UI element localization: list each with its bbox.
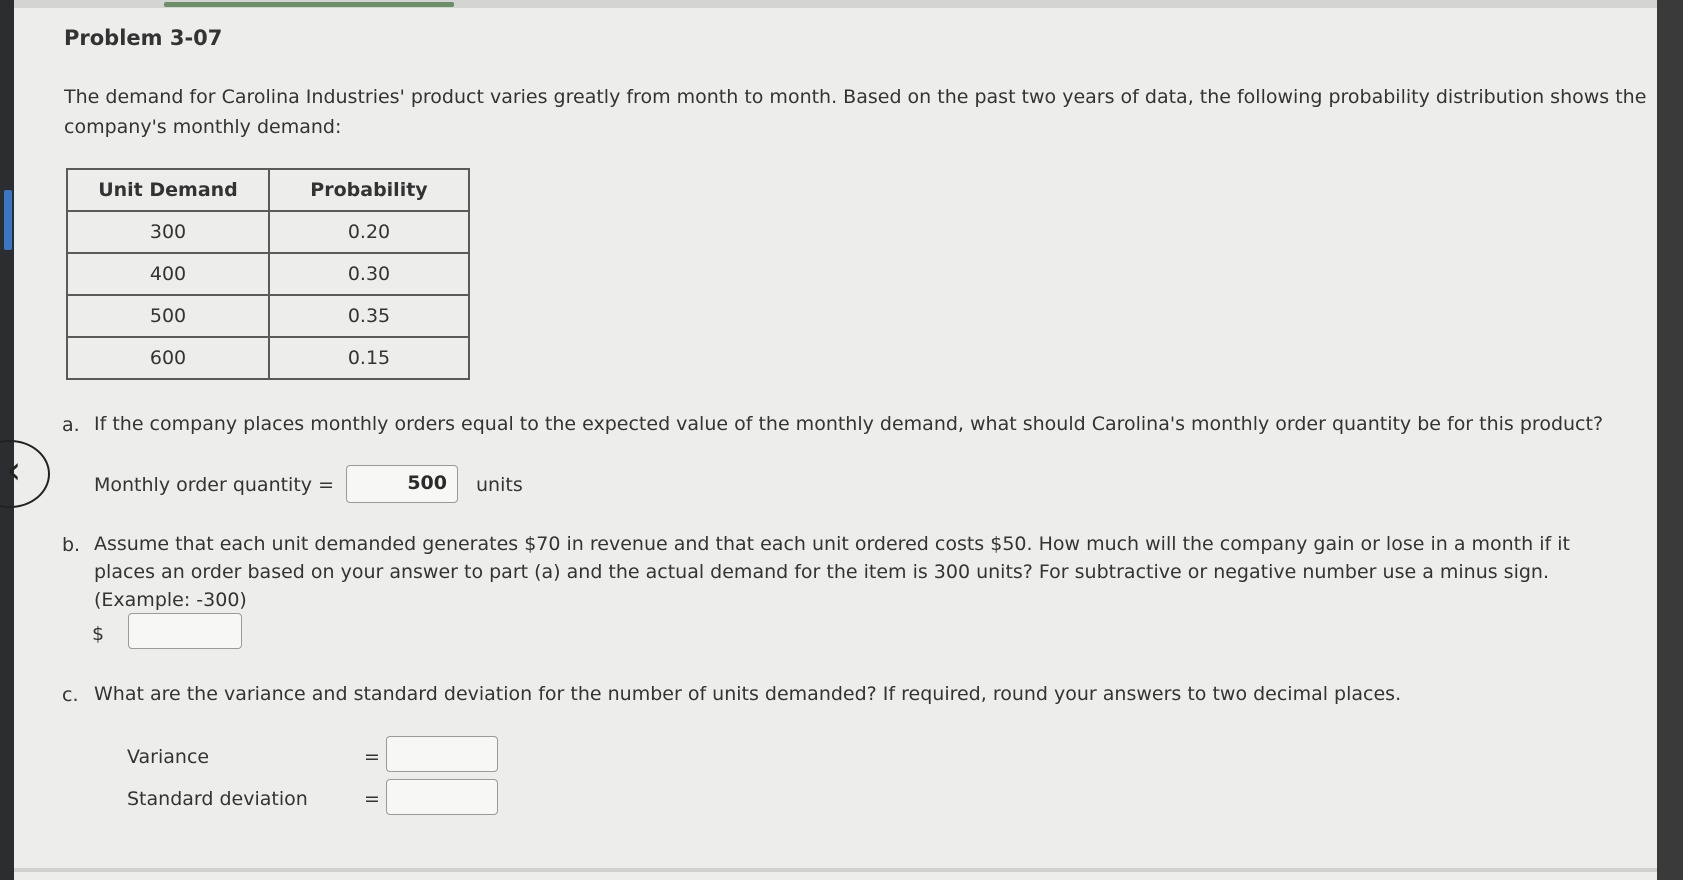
top-bar [14, 0, 1657, 8]
stddev-equals: = [364, 788, 380, 810]
stddev-input[interactable] [386, 779, 498, 815]
table-row [67, 211, 469, 253]
table-row [67, 295, 469, 337]
window-right-edge [1657, 0, 1683, 880]
part-c-letter: c. [62, 684, 79, 706]
column-header-probability: Probability [269, 169, 469, 211]
chevron-left-icon: ‹ [6, 448, 22, 492]
table-cell-probability: 0.35 [269, 295, 469, 337]
part-b-letter: b. [62, 534, 81, 556]
stddev-label: Standard deviation [127, 788, 308, 810]
variance-equals: = [364, 746, 380, 768]
table-row [67, 253, 469, 295]
edge-marker [4, 190, 12, 250]
probability-table [66, 168, 470, 380]
table-cell-probability: 0.15 [269, 337, 469, 379]
part-b-question: Assume that each unit demanded generates $70 in revenue and that each unit ordered costs $50. How much will the company gain or lose in a month if it places an order based on your answer to part (a) and the actual demand for the item is 300 units? For subtractive or negative number use a minus sign. (Example: -300) [94, 533, 1570, 611]
table-row [67, 337, 469, 379]
order-quantity-label: Monthly order quantity = [94, 474, 334, 496]
currency-symbol: $ [92, 623, 105, 645]
table-cell-demand: 400 [67, 253, 269, 295]
part-a-question: If the company places monthly orders equal to the expected value of the monthly demand, what should Carolina's monthly order quantity be for this product? [94, 413, 1604, 435]
table-cell-probability: 0.30 [269, 253, 469, 295]
table-header-row [67, 169, 469, 211]
variance-label: Variance [127, 746, 210, 768]
order-quantity-unit: units [476, 474, 523, 496]
progress-accent [164, 2, 454, 7]
table-cell-probability: 0.20 [269, 211, 469, 253]
problem-title: Problem 3-07 [64, 26, 223, 50]
bottom-divider [14, 868, 1657, 872]
table-cell-demand: 500 [67, 295, 269, 337]
gain-loss-input[interactable] [128, 613, 242, 649]
order-quantity-input[interactable]: 500 [346, 465, 458, 503]
variance-input[interactable] [386, 736, 498, 772]
problem-page [14, 8, 1657, 880]
problem-intro: The demand for Carolina Industries' product varies greatly from month to month. Based on the past two years of data, the following probability distribution shows the company's monthly demand: [64, 86, 1647, 138]
table-cell-demand: 300 [67, 211, 269, 253]
table-cell-demand: 600 [67, 337, 269, 379]
part-c-question: What are the variance and standard deviation for the number of units demanded? If required, round your answers to two decimal places. [94, 683, 1402, 705]
part-a-letter: a. [62, 414, 80, 436]
column-header-unit-demand: Unit Demand [67, 169, 269, 211]
